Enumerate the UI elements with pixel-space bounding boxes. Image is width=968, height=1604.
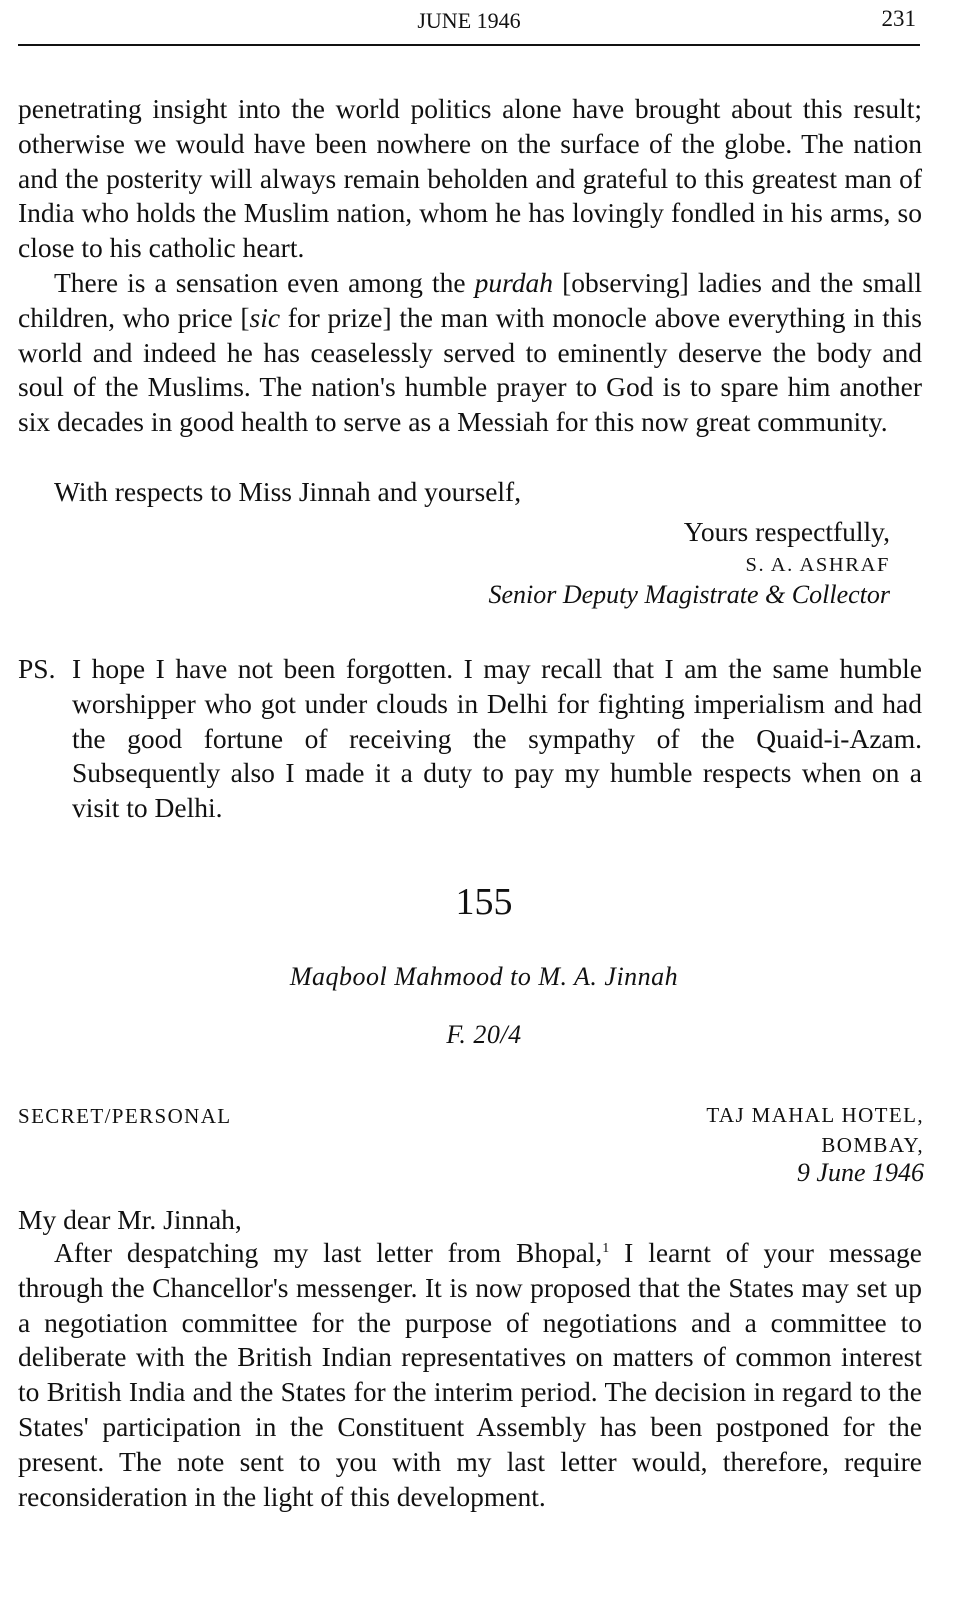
letter1-paragraph-1: penetrating insight into the world politics alone have brought about this result; otherwise we would have been nowhere on the surface of the globe. The nation and the posterity will always remain beholden and grateful to this greatest man of India who holds the Muslim nation, whom he has lovingly fondled in his arms, so close to his catholic heart. [18,93,922,264]
letter2-body [18,1236,922,1514]
closing-line: Yours respectfully, [683,516,890,547]
letter1-paragraph-3: With respects to Miss Jinnah and yourself, [54,476,522,507]
page-number: 231 [881,6,916,31]
para2-sic: sic [249,301,281,333]
document-title: Maqbool Mahmood to M. A. Jinnah [289,962,679,991]
footnote-marker: 1 [602,1241,610,1256]
para2-purdah: purdah [474,267,554,298]
body-text-a: After despatching my last letter from Bhopal, [54,1237,603,1268]
signatory-name: S. A. ASHRAF [745,554,890,576]
sender-address [706,1100,924,1160]
body-text-b: I learnt of your message through the Chancellor's messenger. It is now proposed that the States may set up a negotiation committee for the purpose of negotiations and a committee to deliberate with the British Indian representatives on matters of common interest to British India and the States for the interim period. The decision in regard to the States' participation in the Constituent Assembly has been postponed for the present. The note sent to you with my last letter would, therefore, require reconsideration in the light of this development. [18,1237,922,1512]
address-line-2: BOMBAY, [821,1133,924,1157]
running-header [18,0,920,46]
para2-text-b: [observing] ladies and the small children, who price [ [18,267,922,333]
letter1-paragraph-2 [18,266,922,440]
para2-text-a: There is a sensation even among the [54,267,475,298]
salutation: My dear Mr. Jinnah, [18,1204,242,1235]
file-reference: F. 20/4 [446,1020,522,1049]
postscript-label: PS. [18,653,56,684]
para2-text-c: for prize] the man with monocle above everything in this world and indeed he has ceaselessly served to eminently deserve the body and soul of the Muslims. The nation's humble prayer to God is to spare him another six decades in good health to serve as a Messiah for this now great community. [18,301,923,438]
postscript-text: I hope I have not been forgotten. I may recall that I am the same humble worshipper who got under clouds in Delhi for fighting imperialism and had the good fortune of receiving the sympathy of the Quaid-i-Azam. Subsequently also I made it a duty to pay my humble respects when on a visit to Delhi. [72,653,922,824]
signatory-designation: Senior Deputy Magistrate & Collector [488,580,890,609]
document-number: 155 [455,881,513,923]
classification-label: SECRET/PERSONAL [18,1104,232,1128]
address-line-1: TAJ MAHAL HOTEL, [706,1103,924,1127]
letter-date: 9 June 1946 [796,1158,924,1187]
header-title: JUNE 1946 [417,8,521,33]
